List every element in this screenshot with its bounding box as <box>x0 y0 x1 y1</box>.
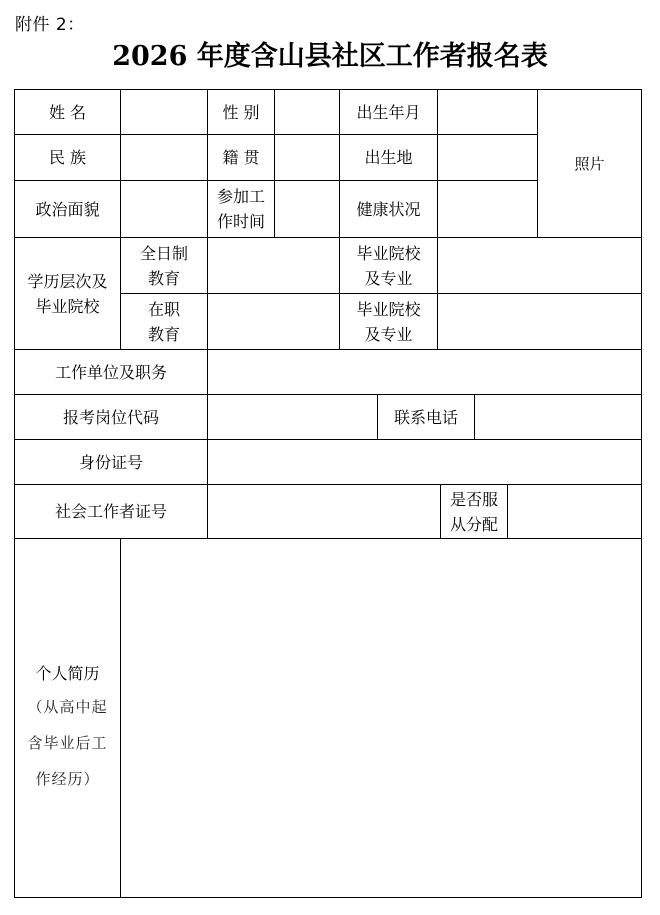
fulltime-education-label: 全日制 教育 <box>139 243 188 288</box>
health-field[interactable] <box>438 181 537 237</box>
native-place-field[interactable] <box>275 135 339 180</box>
birthplace-label: 出生地 <box>364 148 413 167</box>
page-title: 2026 年度含山县社区工作者报名表 <box>112 41 548 72</box>
resume-label: 个人简历 <box>35 664 100 683</box>
name-field[interactable] <box>121 90 207 134</box>
ethnicity-label: 民 族 <box>48 148 87 167</box>
health-label: 健康状况 <box>356 199 421 219</box>
social-worker-certificate-field[interactable] <box>208 485 440 538</box>
resume-note: （从高中起 含毕业后工 作经历） <box>27 698 108 788</box>
employer-field[interactable] <box>208 350 641 394</box>
education-group-label: 学历层次及 毕业院校 <box>27 271 108 316</box>
employer-label: 工作单位及职务 <box>54 362 167 382</box>
photo-label: 照片 <box>574 154 605 173</box>
inservice-education-label: 在职 教育 <box>147 299 180 344</box>
resume-field[interactable] <box>121 539 641 897</box>
birth-date-field[interactable] <box>438 90 537 134</box>
inservice-school-field[interactable] <box>438 294 641 349</box>
work-start-label: 参加工 作时间 <box>216 187 265 231</box>
gender-label: 性 别 <box>222 102 260 122</box>
political-status-label: 政治面貌 <box>35 199 100 219</box>
assignment-field[interactable] <box>508 485 641 538</box>
fulltime-school-label: 毕业院校 及专业 <box>356 243 421 288</box>
work-start-field[interactable] <box>275 181 339 237</box>
birthplace-field[interactable] <box>438 135 537 180</box>
political-status-field[interactable] <box>121 181 207 237</box>
inservice-school-label: 毕业院校 及专业 <box>356 299 421 344</box>
birth-date-label: 出生年月 <box>356 102 421 122</box>
inservice-education-field[interactable] <box>208 294 339 349</box>
assignment-label: 是否服 从分配 <box>449 489 498 534</box>
id-number-field[interactable] <box>208 440 641 484</box>
phone-field[interactable] <box>475 395 641 439</box>
native-place-label: 籍 贯 <box>222 148 260 167</box>
id-number-label: 身份证号 <box>78 452 143 472</box>
position-code-label: 报考岗位代码 <box>62 407 159 427</box>
name-label: 姓 名 <box>48 102 87 122</box>
phone-label: 联系电话 <box>393 407 458 427</box>
position-code-field[interactable] <box>208 395 377 439</box>
attachment-label: 附件 2： <box>15 15 85 35</box>
resume-label-cell <box>15 539 120 897</box>
fulltime-school-field[interactable] <box>438 238 641 293</box>
fulltime-education-field[interactable] <box>208 238 339 293</box>
social-worker-certificate-label: 社会工作者证号 <box>54 502 167 521</box>
gender-field[interactable] <box>275 90 339 134</box>
ethnicity-field[interactable] <box>121 135 207 180</box>
